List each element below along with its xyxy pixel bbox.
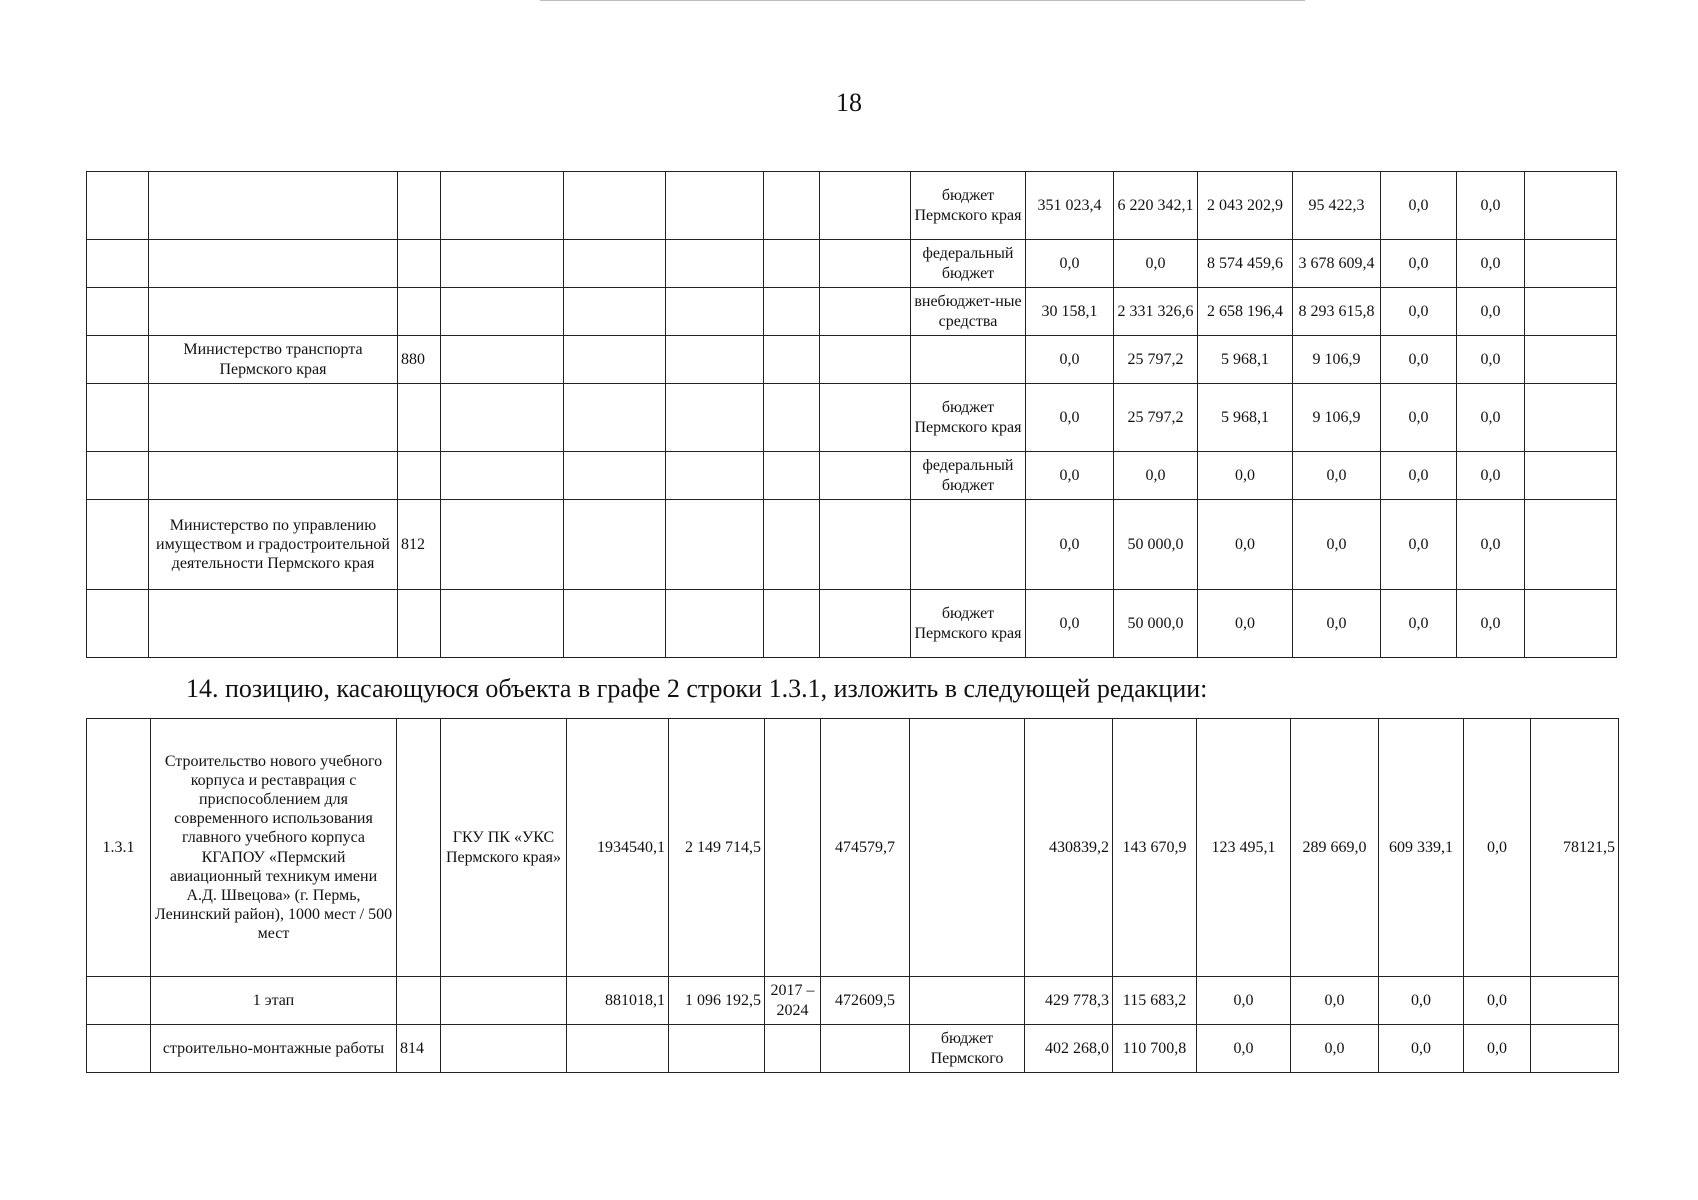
source-cell: внебюджет-ные средства xyxy=(911,288,1026,336)
name-cell: 1 этап xyxy=(151,977,397,1025)
period-cell xyxy=(765,719,821,977)
name-cell: строительно-монтажные работы xyxy=(151,1025,397,1073)
empty-cell xyxy=(764,452,820,500)
name-cell xyxy=(149,452,398,500)
empty-cell xyxy=(441,500,564,590)
value-cell: 0,0 xyxy=(1026,240,1114,288)
amendment-instruction: 14. позицию, касающуюся объекта в графе 2 строки 1.3.1, изложить в следующей редакции: xyxy=(186,674,1208,703)
empty-cell xyxy=(666,500,764,590)
empty-cell xyxy=(1525,384,1617,452)
empty-cell xyxy=(820,172,911,240)
value-cell: 0,0 xyxy=(1197,1025,1291,1073)
period-cell xyxy=(765,1025,821,1073)
empty-cell xyxy=(820,336,911,384)
value-cell: 5 968,1 xyxy=(1198,384,1293,452)
code-cell xyxy=(398,384,441,452)
value-cell: 8 574 459,6 xyxy=(1198,240,1293,288)
empty-cell xyxy=(441,590,564,658)
empty-cell xyxy=(564,452,666,500)
object-table xyxy=(86,718,1619,1073)
name-cell xyxy=(149,590,398,658)
empty-cell xyxy=(1525,336,1617,384)
value-cell: 143 670,9 xyxy=(1113,719,1197,977)
row-number-cell: 1.3.1 xyxy=(87,719,151,977)
value-cell: 2 043 202,9 xyxy=(1198,172,1293,240)
value-cell: 0,0 xyxy=(1026,336,1114,384)
empty-cell xyxy=(666,172,764,240)
value-cell xyxy=(1531,1025,1619,1073)
estimate-cell: 1 096 192,5 xyxy=(669,977,765,1025)
empty-cell xyxy=(1525,500,1617,590)
value-cell: 9 106,9 xyxy=(1293,384,1381,452)
code-cell xyxy=(397,719,441,977)
empty-cell xyxy=(764,336,820,384)
empty-cell xyxy=(764,590,820,658)
table-row xyxy=(87,240,1617,288)
value-cell: 0,0 xyxy=(1291,977,1379,1025)
empty-cell xyxy=(764,288,820,336)
value-cell: 0,0 xyxy=(1026,500,1114,590)
row-number-cell xyxy=(87,288,149,336)
customer-cell: ГКУ ПК «УКС Пермского края» xyxy=(441,719,567,977)
table-row xyxy=(87,384,1617,452)
name-cell: Министерство по управлению имуществом и градостроительной деятельности Пермского края xyxy=(149,500,398,590)
source-cell: бюджет Пермского края xyxy=(911,384,1026,452)
value-cell: 0,0 xyxy=(1293,500,1381,590)
empty-cell xyxy=(441,384,564,452)
value-cell: 0,0 xyxy=(1026,590,1114,658)
value-cell xyxy=(1531,977,1619,1025)
value-cell: 609 339,1 xyxy=(1379,719,1464,977)
capacity-cell xyxy=(567,1025,669,1073)
value-cell: 0,0 xyxy=(1026,384,1114,452)
code-cell: 880 xyxy=(398,336,441,384)
empty-cell xyxy=(441,288,564,336)
name-cell: Строительство нового учебного корпуса и реставрация с приспособлением для современного использования главного учебного корпуса КГАПОУ «Пермский авиационный техникум имени А.Д. Швецова» (г. Пермь, Ленинский район), 1000 мест / 500 мест xyxy=(151,719,397,977)
source-cell xyxy=(911,336,1026,384)
source-cell xyxy=(911,500,1026,590)
empty-cell xyxy=(1525,590,1617,658)
value-cell: 0,0 xyxy=(1457,452,1525,500)
empty-cell xyxy=(764,172,820,240)
code-cell xyxy=(398,452,441,500)
page-number: 18 xyxy=(836,88,862,117)
empty-cell xyxy=(441,452,564,500)
table-row xyxy=(87,172,1617,240)
empty-cell xyxy=(564,336,666,384)
value-cell: 8 293 615,8 xyxy=(1293,288,1381,336)
value-cell: 0,0 xyxy=(1198,590,1293,658)
value-cell: 0,0 xyxy=(1457,500,1525,590)
row-number-cell xyxy=(87,384,149,452)
value-cell: 351 023,4 xyxy=(1026,172,1114,240)
financed-cell: 474579,7 xyxy=(821,719,910,977)
code-cell xyxy=(398,240,441,288)
funding-table-continued xyxy=(86,171,1617,658)
empty-cell xyxy=(1525,240,1617,288)
estimate-cell xyxy=(669,1025,765,1073)
empty-cell xyxy=(1525,172,1617,240)
value-cell: 50 000,0 xyxy=(1114,590,1198,658)
source-cell: бюджет Пермского xyxy=(910,1025,1025,1073)
table-row xyxy=(87,500,1617,590)
value-cell: 0,0 xyxy=(1457,590,1525,658)
source-cell: бюджет Пермского края xyxy=(911,590,1026,658)
value-cell: 9 106,9 xyxy=(1293,336,1381,384)
value-cell: 25 797,2 xyxy=(1114,336,1198,384)
empty-cell xyxy=(820,288,911,336)
empty-cell xyxy=(441,336,564,384)
value-cell: 2 658 196,4 xyxy=(1198,288,1293,336)
top-edge-line xyxy=(540,0,1305,1)
value-cell: 0,0 xyxy=(1197,977,1291,1025)
capacity-cell: 881018,1 xyxy=(567,977,669,1025)
value-cell: 6 220 342,1 xyxy=(1114,172,1198,240)
estimate-cell: 2 149 714,5 xyxy=(669,719,765,977)
value-cell: 0,0 xyxy=(1381,288,1457,336)
value-cell: 430839,2 xyxy=(1025,719,1113,977)
value-cell: 0,0 xyxy=(1198,500,1293,590)
empty-cell xyxy=(564,288,666,336)
name-cell: Министерство транспорта Пермского края xyxy=(149,336,398,384)
value-cell: 0,0 xyxy=(1198,452,1293,500)
value-cell: 0,0 xyxy=(1457,336,1525,384)
empty-cell xyxy=(764,500,820,590)
code-cell: 812 xyxy=(398,500,441,590)
empty-cell xyxy=(666,240,764,288)
empty-cell xyxy=(441,240,564,288)
code-cell xyxy=(397,977,441,1025)
value-cell: 0,0 xyxy=(1464,1025,1531,1073)
value-cell: 110 700,8 xyxy=(1113,1025,1197,1073)
value-cell: 123 495,1 xyxy=(1197,719,1291,977)
value-cell: 0,0 xyxy=(1457,288,1525,336)
value-cell: 0,0 xyxy=(1114,452,1198,500)
source-cell: федеральный бюджет xyxy=(911,240,1026,288)
value-cell: 0,0 xyxy=(1381,384,1457,452)
value-cell: 402 268,0 xyxy=(1025,1025,1113,1073)
table-row xyxy=(87,977,1619,1025)
value-cell: 0,0 xyxy=(1293,452,1381,500)
value-cell: 0,0 xyxy=(1381,336,1457,384)
code-cell xyxy=(398,590,441,658)
value-cell: 0,0 xyxy=(1379,977,1464,1025)
value-cell: 0,0 xyxy=(1457,384,1525,452)
value-cell: 0,0 xyxy=(1114,240,1198,288)
source-cell: федеральный бюджет xyxy=(911,452,1026,500)
value-cell: 25 797,2 xyxy=(1114,384,1198,452)
source-cell xyxy=(910,719,1025,977)
financed-cell: 472609,5 xyxy=(821,977,910,1025)
value-cell: 3 678 609,4 xyxy=(1293,240,1381,288)
empty-cell xyxy=(820,500,911,590)
value-cell: 0,0 xyxy=(1457,172,1525,240)
value-cell: 0,0 xyxy=(1457,240,1525,288)
empty-cell xyxy=(564,590,666,658)
value-cell: 0,0 xyxy=(1379,1025,1464,1073)
empty-cell xyxy=(820,240,911,288)
value-cell: 289 669,0 xyxy=(1291,719,1379,977)
source-cell: бюджет Пермского края xyxy=(911,172,1026,240)
empty-cell xyxy=(564,500,666,590)
value-cell: 0,0 xyxy=(1464,719,1531,977)
code-cell xyxy=(398,288,441,336)
empty-cell xyxy=(666,336,764,384)
empty-cell xyxy=(764,240,820,288)
empty-cell xyxy=(820,452,911,500)
empty-cell xyxy=(564,384,666,452)
empty-cell xyxy=(666,452,764,500)
empty-cell xyxy=(764,384,820,452)
empty-cell xyxy=(666,288,764,336)
empty-cell xyxy=(666,384,764,452)
value-cell: 30 158,1 xyxy=(1026,288,1114,336)
empty-cell xyxy=(441,172,564,240)
value-cell: 0,0 xyxy=(1291,1025,1379,1073)
value-cell: 429 778,3 xyxy=(1025,977,1113,1025)
row-number-cell xyxy=(87,500,149,590)
value-cell: 0,0 xyxy=(1381,172,1457,240)
value-cell: 2 331 326,6 xyxy=(1114,288,1198,336)
table-row xyxy=(87,1025,1619,1073)
name-cell xyxy=(149,172,398,240)
value-cell: 0,0 xyxy=(1381,240,1457,288)
row-number-cell xyxy=(87,336,149,384)
value-cell: 5 968,1 xyxy=(1198,336,1293,384)
table-row xyxy=(87,452,1617,500)
empty-cell xyxy=(1525,288,1617,336)
period-cell: 2017 – 2024 xyxy=(765,977,821,1025)
value-cell: 0,0 xyxy=(1381,590,1457,658)
code-cell xyxy=(398,172,441,240)
value-cell: 50 000,0 xyxy=(1114,500,1198,590)
empty-cell xyxy=(820,590,911,658)
customer-cell xyxy=(441,1025,567,1073)
table-row xyxy=(87,590,1617,658)
row-number-cell xyxy=(87,1025,151,1073)
empty-cell xyxy=(1525,452,1617,500)
table-row xyxy=(87,336,1617,384)
value-cell: 0,0 xyxy=(1293,590,1381,658)
source-cell xyxy=(910,977,1025,1025)
value-cell: 0,0 xyxy=(1026,452,1114,500)
empty-cell xyxy=(666,590,764,658)
value-cell: 0,0 xyxy=(1381,452,1457,500)
table-row xyxy=(87,288,1617,336)
name-cell xyxy=(149,240,398,288)
empty-cell xyxy=(820,384,911,452)
value-cell: 95 422,3 xyxy=(1293,172,1381,240)
row-number-cell xyxy=(87,977,151,1025)
row-number-cell xyxy=(87,240,149,288)
customer-cell xyxy=(441,977,567,1025)
row-number-cell xyxy=(87,452,149,500)
financed-cell xyxy=(821,1025,910,1073)
empty-cell xyxy=(564,240,666,288)
value-cell: 0,0 xyxy=(1381,500,1457,590)
capacity-cell: 1934540,1 xyxy=(567,719,669,977)
row-number-cell xyxy=(87,172,149,240)
table-row xyxy=(87,719,1619,977)
name-cell xyxy=(149,288,398,336)
row-number-cell xyxy=(87,590,149,658)
code-cell: 814 xyxy=(397,1025,441,1073)
name-cell xyxy=(149,384,398,452)
empty-cell xyxy=(564,172,666,240)
value-cell: 78121,5 xyxy=(1531,719,1619,977)
value-cell: 115 683,2 xyxy=(1113,977,1197,1025)
value-cell: 0,0 xyxy=(1464,977,1531,1025)
